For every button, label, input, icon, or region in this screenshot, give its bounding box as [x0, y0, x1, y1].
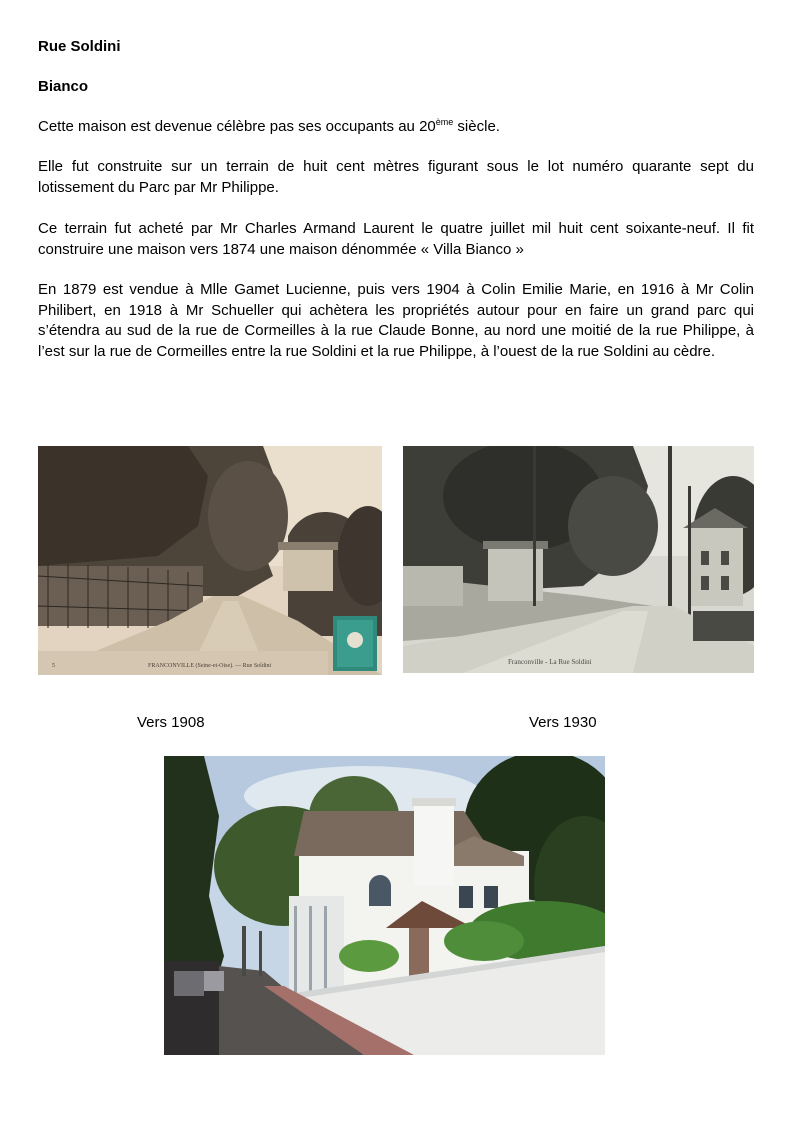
- section-subtitle: Bianco: [38, 78, 89, 95]
- paragraph-1-text-end: siècle.: [453, 118, 500, 135]
- paragraph-1-text: Cette maison est devenue célèbre pas ses occupants au 20: [38, 118, 436, 135]
- postcard-number: 5: [52, 663, 55, 669]
- photo-caption-1908: Vers 1908: [137, 714, 205, 731]
- paragraph-2: Elle fut construite sur un terrain de huit cent mètres figurant sous le lot numéro quarante sept du lotissement du Parc par Mr Philippe.: [38, 158, 754, 196]
- paragraph-4: En 1879 est vendue à Mlle Gamet Lucienne, puis vers 1904 à Colin Emilie Marie, en 1916 à Mr Colin Philibert, en 1918 à Mr Schueller qui achètera les propriétés autour pour en faire un grand parc qui s’étendra au sud de la rue de Cormeilles à la rue Claude Bonne, au nord une moitié de la rue Philippe, à l’est sur la rue de Cormeilles entre la rue Soldini et la rue Philippe, à l’ouest de la rue Soldini au cèdre.: [38, 281, 754, 360]
- page-title: Rue Soldini: [38, 38, 121, 55]
- postcard-photo-1930: [403, 446, 754, 673]
- postcard-caption-1930: Franconville - La Rue Soldini: [508, 658, 592, 666]
- paragraph-1-superscript: ème: [435, 117, 454, 127]
- photo-caption-1930: Vers 1930: [529, 714, 597, 731]
- paragraph-3: Ce terrain fut acheté par Mr Charles Armand Laurent le quatre juillet mil huit cent soixante-neuf. Il fit construire une maison vers 1874 une maison dénommée « Villa Bianco »: [38, 220, 754, 258]
- modern-photo-villa-bianco: [164, 756, 605, 1055]
- postcard-caption-1908: FRANCONVILLE (Seine-et-Oise). — Rue Soldini: [148, 663, 272, 669]
- paragraph-1: [38, 117, 754, 138]
- postcard-photo-1908: [38, 446, 382, 675]
